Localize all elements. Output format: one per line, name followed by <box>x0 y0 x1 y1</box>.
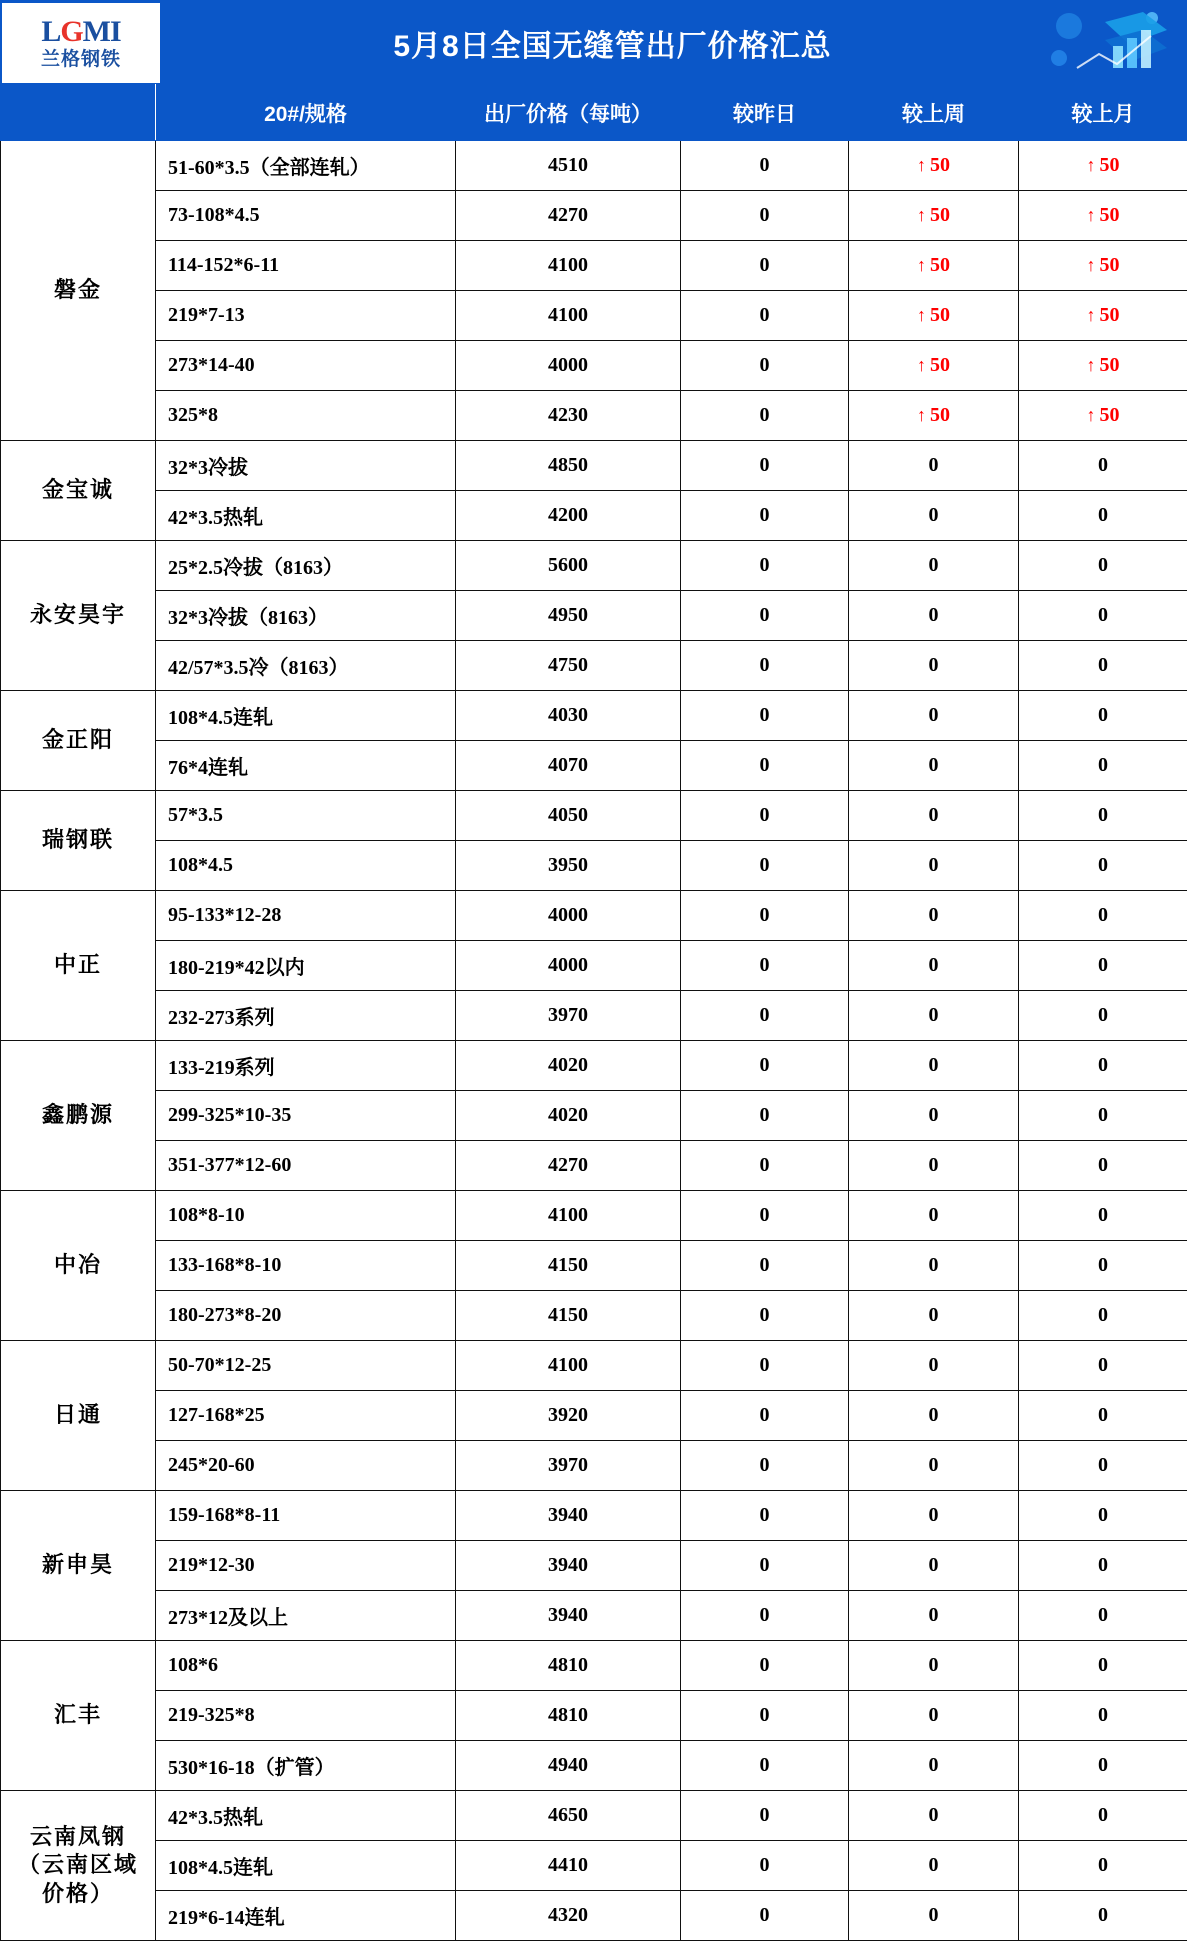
table-row <box>1 841 1187 891</box>
price-cell: 4650 <box>456 1791 681 1841</box>
delta-lastmonth-cell: 0 <box>1019 841 1187 891</box>
table-row <box>1 1641 1187 1691</box>
spec-cell: 42/57*3.5冷（8163） <box>156 641 456 691</box>
table-header <box>1 85 1187 141</box>
company-cell: 云南凤钢（云南区域价格） <box>1 1791 156 1941</box>
delta-yesterday-cell: 0 <box>681 1591 849 1641</box>
delta-lastmonth-cell: 0 <box>1019 1191 1187 1241</box>
price-cell: 4070 <box>456 741 681 791</box>
price-cell: 4050 <box>456 791 681 841</box>
price-cell: 4100 <box>456 1341 681 1391</box>
spec-cell: 76*4连轧 <box>156 741 456 791</box>
delta-lastweek-cell: 0 <box>849 1141 1019 1191</box>
spec-cell: 32*3冷拔（8163） <box>156 591 456 641</box>
price-cell: 3940 <box>456 1491 681 1541</box>
price-cell: 4000 <box>456 891 681 941</box>
spec-cell: 219*6-14连轧 <box>156 1891 456 1941</box>
delta-lastweek-cell: 0 <box>849 741 1019 791</box>
price-cell: 4100 <box>456 241 681 291</box>
delta-yesterday-cell: 0 <box>681 1191 849 1241</box>
spec-cell: 530*16-18（扩管） <box>156 1741 456 1791</box>
spec-cell: 32*3冷拔 <box>156 441 456 491</box>
table-row <box>1 691 1187 741</box>
table-body <box>1 141 1187 1941</box>
spec-cell: 42*3.5热轧 <box>156 491 456 541</box>
delta-yesterday-cell: 0 <box>681 641 849 691</box>
price-cell: 4750 <box>456 641 681 691</box>
company-cell: 汇丰 <box>1 1641 156 1791</box>
table-row <box>1 1541 1187 1591</box>
delta-yesterday-cell: 0 <box>681 191 849 241</box>
table-row <box>1 1341 1187 1391</box>
spec-cell: 351-377*12-60 <box>156 1141 456 1191</box>
up-arrow-icon: ↑ <box>917 155 926 175</box>
up-arrow-icon: ↑ <box>917 405 926 425</box>
table-row <box>1 1691 1187 1741</box>
price-cell: 4850 <box>456 441 681 491</box>
delta-lastweek-cell: 0 <box>849 1091 1019 1141</box>
delta-lastmonth-cell: 0 <box>1019 1791 1187 1841</box>
delta-lastmonth-cell: 0 <box>1019 1291 1187 1341</box>
delta-lastweek-cell: ↑ 50 <box>849 141 1019 191</box>
delta-yesterday-cell: 0 <box>681 141 849 191</box>
price-cell: 4200 <box>456 491 681 541</box>
delta-yesterday-cell: 0 <box>681 1241 849 1291</box>
delta-lastweek-cell: 0 <box>849 541 1019 591</box>
delta-lastweek-cell: 0 <box>849 491 1019 541</box>
delta-yesterday-cell: 0 <box>681 441 849 491</box>
delta-lastweek-cell: 0 <box>849 1591 1019 1641</box>
spec-cell: 180-273*8-20 <box>156 1291 456 1341</box>
delta-lastweek-cell: 0 <box>849 891 1019 941</box>
up-arrow-icon: ↑ <box>917 355 926 375</box>
table-row <box>1 1891 1187 1941</box>
table-row <box>1 741 1187 791</box>
delta-lastweek-cell: ↑ 50 <box>849 391 1019 441</box>
spec-cell: 219*12-30 <box>156 1541 456 1591</box>
up-arrow-icon: ↑ <box>917 305 926 325</box>
delta-lastmonth-cell: ↑ 50 <box>1019 241 1187 291</box>
spec-cell: 273*14-40 <box>156 341 456 391</box>
table-row <box>1 1041 1187 1091</box>
delta-lastmonth-cell: 0 <box>1019 1891 1187 1941</box>
price-cell: 4150 <box>456 1241 681 1291</box>
delta-lastweek-cell: 0 <box>849 1791 1019 1841</box>
table-row <box>1 341 1187 391</box>
table-row <box>1 1791 1187 1841</box>
table-row <box>1 1391 1187 1441</box>
brand-logo <box>2 3 160 83</box>
delta-yesterday-cell: 0 <box>681 1641 849 1691</box>
delta-lastmonth-cell: 0 <box>1019 1041 1187 1091</box>
delta-lastmonth-cell: 0 <box>1019 1491 1187 1541</box>
delta-yesterday-cell: 0 <box>681 1891 849 1941</box>
price-cell: 4320 <box>456 1891 681 1941</box>
spec-cell: 219-325*8 <box>156 1691 456 1741</box>
delta-lastweek-cell: 0 <box>849 1841 1019 1891</box>
table-row <box>1 1291 1187 1341</box>
spec-cell: 219*7-13 <box>156 291 456 341</box>
delta-yesterday-cell: 0 <box>681 1141 849 1191</box>
spec-cell: 108*4.5连轧 <box>156 691 456 741</box>
delta-lastmonth-cell: 0 <box>1019 1841 1187 1891</box>
delta-yesterday-cell: 0 <box>681 1841 849 1891</box>
delta-yesterday-cell: 0 <box>681 991 849 1041</box>
delta-lastweek-cell: 0 <box>849 991 1019 1041</box>
price-cell: 4100 <box>456 291 681 341</box>
header-price: 出厂价格（每吨） <box>456 85 681 141</box>
price-cell: 4810 <box>456 1641 681 1691</box>
delta-lastmonth-cell: 0 <box>1019 691 1187 741</box>
table-row <box>1 1491 1187 1541</box>
delta-yesterday-cell: 0 <box>681 1391 849 1441</box>
delta-lastmonth-cell: ↑ 50 <box>1019 141 1187 191</box>
table-row <box>1 991 1187 1041</box>
delta-yesterday-cell: 0 <box>681 791 849 841</box>
delta-lastweek-cell: 0 <box>849 1891 1019 1941</box>
delta-lastmonth-cell: ↑ 50 <box>1019 391 1187 441</box>
logo-mark-text: LGMI <box>41 17 120 47</box>
table-row <box>1 141 1187 191</box>
table-row <box>1 891 1187 941</box>
up-arrow-icon: ↑ <box>1087 405 1096 425</box>
delta-lastweek-cell: 0 <box>849 791 1019 841</box>
spec-cell: 42*3.5热轧 <box>156 1791 456 1841</box>
delta-yesterday-cell: 0 <box>681 1541 849 1591</box>
delta-lastmonth-cell: ↑ 50 <box>1019 191 1187 241</box>
spec-cell: 108*8-10 <box>156 1191 456 1241</box>
header-company <box>1 85 156 141</box>
company-cell: 金宝诚 <box>1 441 156 541</box>
spec-cell: 57*3.5 <box>156 791 456 841</box>
spec-cell: 114-152*6-11 <box>156 241 456 291</box>
delta-lastweek-cell: 0 <box>849 1341 1019 1391</box>
delta-lastweek-cell: ↑ 50 <box>849 291 1019 341</box>
delta-lastmonth-cell: 0 <box>1019 1391 1187 1441</box>
delta-lastweek-cell: 0 <box>849 1641 1019 1691</box>
price-cell: 4270 <box>456 191 681 241</box>
up-arrow-icon: ↑ <box>917 255 926 275</box>
page-title: 5月8日全国无缝管出厂价格汇总 <box>160 21 1185 65</box>
delta-lastweek-cell: 0 <box>849 1541 1019 1591</box>
price-cell: 4810 <box>456 1691 681 1741</box>
delta-yesterday-cell: 0 <box>681 491 849 541</box>
delta-lastmonth-cell: 0 <box>1019 1241 1187 1291</box>
price-cell: 4940 <box>456 1741 681 1791</box>
delta-lastmonth-cell: 0 <box>1019 1441 1187 1491</box>
delta-lastweek-cell: 0 <box>849 1691 1019 1741</box>
delta-yesterday-cell: 0 <box>681 541 849 591</box>
spec-cell: 50-70*12-25 <box>156 1341 456 1391</box>
delta-yesterday-cell: 0 <box>681 841 849 891</box>
price-cell: 3940 <box>456 1541 681 1591</box>
delta-yesterday-cell: 0 <box>681 1441 849 1491</box>
delta-lastmonth-cell: 0 <box>1019 1641 1187 1691</box>
table-row <box>1 1191 1187 1241</box>
table-row <box>1 641 1187 691</box>
spec-cell: 108*6 <box>156 1641 456 1691</box>
spec-cell: 25*2.5冷拔（8163） <box>156 541 456 591</box>
company-cell: 鑫鹏源 <box>1 1041 156 1191</box>
table-row <box>1 441 1187 491</box>
delta-lastmonth-cell: 0 <box>1019 1691 1187 1741</box>
spec-cell: 273*12及以上 <box>156 1591 456 1641</box>
spec-cell: 159-168*8-11 <box>156 1491 456 1541</box>
delta-yesterday-cell: 0 <box>681 941 849 991</box>
delta-lastweek-cell: 0 <box>849 441 1019 491</box>
price-cell: 5600 <box>456 541 681 591</box>
delta-lastmonth-cell: 0 <box>1019 491 1187 541</box>
delta-lastweek-cell: 0 <box>849 641 1019 691</box>
up-arrow-icon: ↑ <box>1087 305 1096 325</box>
spec-cell: 299-325*10-35 <box>156 1091 456 1141</box>
delta-yesterday-cell: 0 <box>681 1741 849 1791</box>
delta-lastweek-cell: 0 <box>849 841 1019 891</box>
delta-yesterday-cell: 0 <box>681 691 849 741</box>
delta-lastmonth-cell: 0 <box>1019 1741 1187 1791</box>
delta-lastweek-cell: 0 <box>849 1491 1019 1541</box>
price-cell: 3940 <box>456 1591 681 1641</box>
delta-lastweek-cell: ↑ 50 <box>849 191 1019 241</box>
table-row <box>1 591 1187 641</box>
price-table <box>0 84 1187 1941</box>
delta-lastmonth-cell: 0 <box>1019 641 1187 691</box>
delta-yesterday-cell: 0 <box>681 1291 849 1341</box>
delta-lastmonth-cell: 0 <box>1019 591 1187 641</box>
spec-cell: 95-133*12-28 <box>156 891 456 941</box>
delta-lastweek-cell: 0 <box>849 1741 1019 1791</box>
delta-lastmonth-cell: 0 <box>1019 741 1187 791</box>
table-row <box>1 241 1187 291</box>
delta-lastmonth-cell: ↑ 50 <box>1019 291 1187 341</box>
company-cell: 磐金 <box>1 141 156 441</box>
delta-lastmonth-cell: 0 <box>1019 1591 1187 1641</box>
table-row <box>1 1441 1187 1491</box>
up-arrow-icon: ↑ <box>1087 205 1096 225</box>
delta-yesterday-cell: 0 <box>681 1041 849 1091</box>
delta-lastweek-cell: 0 <box>849 1191 1019 1241</box>
delta-yesterday-cell: 0 <box>681 241 849 291</box>
company-cell: 金正阳 <box>1 691 156 791</box>
price-cell: 3950 <box>456 841 681 891</box>
delta-lastmonth-cell: 0 <box>1019 1541 1187 1591</box>
up-arrow-icon: ↑ <box>917 205 926 225</box>
spec-cell: 133-219系列 <box>156 1041 456 1091</box>
delta-lastmonth-cell: 0 <box>1019 441 1187 491</box>
delta-yesterday-cell: 0 <box>681 1341 849 1391</box>
price-cell: 4270 <box>456 1141 681 1191</box>
price-cell: 4020 <box>456 1041 681 1091</box>
spec-cell: 180-219*42以内 <box>156 941 456 991</box>
delta-yesterday-cell: 0 <box>681 341 849 391</box>
table-row <box>1 391 1187 441</box>
delta-yesterday-cell: 0 <box>681 1091 849 1141</box>
spec-cell: 325*8 <box>156 391 456 441</box>
table-row <box>1 191 1187 241</box>
table-row <box>1 1241 1187 1291</box>
spec-cell: 108*4.5连轧 <box>156 1841 456 1891</box>
price-cell: 4510 <box>456 141 681 191</box>
price-cell: 3970 <box>456 1441 681 1491</box>
header-banner <box>0 0 1187 84</box>
delta-lastmonth-cell: 0 <box>1019 891 1187 941</box>
company-cell: 永安昊宇 <box>1 541 156 691</box>
delta-lastweek-cell: 0 <box>849 691 1019 741</box>
delta-yesterday-cell: 0 <box>681 891 849 941</box>
company-cell: 中冶 <box>1 1191 156 1341</box>
delta-lastmonth-cell: 0 <box>1019 1341 1187 1391</box>
delta-lastweek-cell: 0 <box>849 591 1019 641</box>
delta-lastmonth-cell: 0 <box>1019 791 1187 841</box>
table-row <box>1 1141 1187 1191</box>
up-arrow-icon: ↑ <box>1087 255 1096 275</box>
price-cell: 4020 <box>456 1091 681 1141</box>
delta-lastmonth-cell: 0 <box>1019 1141 1187 1191</box>
company-cell: 瑞钢联 <box>1 791 156 891</box>
price-cell: 4950 <box>456 591 681 641</box>
spec-cell: 133-168*8-10 <box>156 1241 456 1291</box>
delta-lastmonth-cell: 0 <box>1019 991 1187 1041</box>
delta-yesterday-cell: 0 <box>681 1491 849 1541</box>
table-row <box>1 1591 1187 1641</box>
price-cell: 3920 <box>456 1391 681 1441</box>
header-vs-lastweek: 较上周 <box>849 85 1019 141</box>
logo-sub-text: 兰格钢铁 <box>41 50 121 71</box>
table-row <box>1 1841 1187 1891</box>
delta-lastweek-cell: 0 <box>849 1391 1019 1441</box>
delta-lastmonth-cell: 0 <box>1019 941 1187 991</box>
delta-yesterday-cell: 0 <box>681 591 849 641</box>
company-cell: 中正 <box>1 891 156 1041</box>
delta-lastweek-cell: 0 <box>849 1241 1019 1291</box>
table-row <box>1 1741 1187 1791</box>
spec-cell: 73-108*4.5 <box>156 191 456 241</box>
delta-yesterday-cell: 0 <box>681 1791 849 1841</box>
delta-lastmonth-cell: 0 <box>1019 541 1187 591</box>
up-arrow-icon: ↑ <box>1087 155 1096 175</box>
table-row <box>1 1091 1187 1141</box>
price-cell: 4000 <box>456 341 681 391</box>
price-cell: 4230 <box>456 391 681 441</box>
delta-yesterday-cell: 0 <box>681 741 849 791</box>
header-vs-lastmonth: 较上月 <box>1019 85 1187 141</box>
up-arrow-icon: ↑ <box>1087 355 1096 375</box>
table-row <box>1 791 1187 841</box>
table-row <box>1 941 1187 991</box>
company-cell: 日通 <box>1 1341 156 1491</box>
delta-lastweek-cell: 0 <box>849 1441 1019 1491</box>
decorative-graphic-icon <box>1047 6 1177 82</box>
delta-lastmonth-cell: ↑ 50 <box>1019 341 1187 391</box>
price-cell: 3970 <box>456 991 681 1041</box>
header-vs-yesterday: 较昨日 <box>681 85 849 141</box>
table-row <box>1 541 1187 591</box>
spec-cell: 127-168*25 <box>156 1391 456 1441</box>
price-cell: 4030 <box>456 691 681 741</box>
price-cell: 4000 <box>456 941 681 991</box>
delta-yesterday-cell: 0 <box>681 391 849 441</box>
delta-lastweek-cell: 0 <box>849 1041 1019 1091</box>
company-cell: 新申昊 <box>1 1491 156 1641</box>
delta-lastweek-cell: 0 <box>849 941 1019 991</box>
spec-cell: 232-273系列 <box>156 991 456 1041</box>
header-row <box>1 85 1187 141</box>
delta-lastmonth-cell: 0 <box>1019 1091 1187 1141</box>
table-row <box>1 291 1187 341</box>
table-row <box>1 491 1187 541</box>
spec-cell: 245*20-60 <box>156 1441 456 1491</box>
header-spec: 20#/规格 <box>156 85 456 141</box>
delta-lastweek-cell: ↑ 50 <box>849 241 1019 291</box>
price-cell: 4150 <box>456 1291 681 1341</box>
price-cell: 4410 <box>456 1841 681 1891</box>
delta-lastweek-cell: 0 <box>849 1291 1019 1341</box>
spec-cell: 51-60*3.5（全部连轧） <box>156 141 456 191</box>
spec-cell: 108*4.5 <box>156 841 456 891</box>
price-cell: 4100 <box>456 1191 681 1241</box>
delta-yesterday-cell: 0 <box>681 1691 849 1741</box>
delta-yesterday-cell: 0 <box>681 291 849 341</box>
delta-lastweek-cell: ↑ 50 <box>849 341 1019 391</box>
